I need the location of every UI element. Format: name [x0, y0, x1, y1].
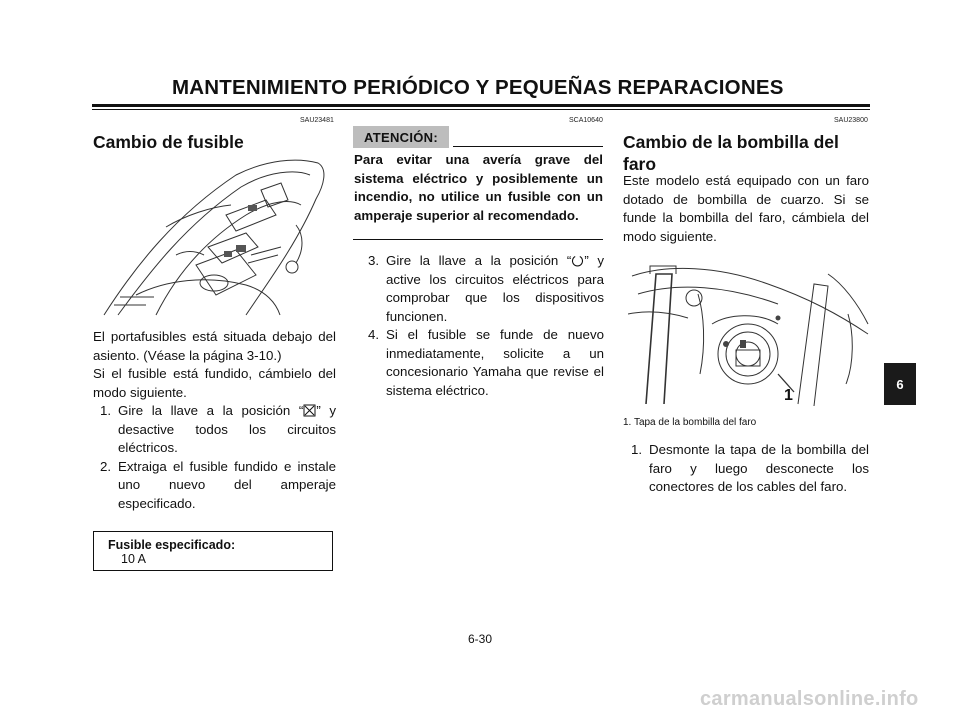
attention-warning-text: Para evitar una avería grave del sistema eléctrico y posiblemente un incendio, no utilice un fusible con un amperaje superior al recomendado.	[354, 152, 603, 223]
spec-value: 10 A	[121, 552, 147, 566]
header-rule-thin	[92, 109, 870, 110]
section-code-left: SAU23481	[300, 117, 334, 124]
paragraph-fuse-intro: Si el fusible está fundido, cámbielo del modo siguiente.	[93, 366, 336, 400]
figure-caption: 1. Tapa de la bombilla del faro	[623, 417, 757, 428]
steps-list-right	[631, 441, 869, 497]
specified-fuse-box	[93, 531, 333, 571]
list-item	[631, 441, 869, 497]
step-number: 4.	[368, 327, 380, 342]
spec-label: Fusible especificado:	[108, 538, 236, 552]
step-text: Extraiga el fusible fundido e instale uno nuevo del amperaje especificado.	[118, 458, 336, 511]
attention-badge: ATENCIÓN:	[353, 126, 449, 148]
step-number: 1.	[100, 403, 112, 418]
step-text: Desmonte la tapa de la bombilla del faro y luego desconecte los conectores de los cables del faro.	[649, 442, 869, 494]
section-code-middle: SCA10640	[569, 117, 603, 124]
key-on-circle-icon	[571, 254, 584, 267]
step-number: 3.	[368, 253, 380, 268]
list-item	[100, 402, 336, 458]
step-number: 1.	[631, 442, 643, 457]
list-item	[368, 252, 604, 326]
figure-headlight-bulb-cover	[628, 254, 872, 412]
step-text	[386, 252, 604, 326]
watermark: carmanualsonline.info	[700, 688, 919, 710]
list-item	[100, 458, 336, 514]
attention-end-rule	[353, 239, 603, 240]
paragraph-fuse-location: El portafusibles está situada debajo del asiento. (Véase la página 3-10.)	[93, 329, 336, 363]
figure-seat-fuse-box	[96, 155, 336, 320]
header-rule-thick	[92, 104, 870, 107]
heading-headlight-bulb: Cambio de la bombilla del faro	[623, 132, 839, 174]
key-off-x-icon	[303, 404, 316, 417]
step-text-before: Gire la llave a la posición “	[118, 403, 304, 418]
step-text-after: ” y desactive todos los circuitos eléctricos.	[118, 403, 336, 455]
step-number: 2.	[100, 458, 112, 474]
step-text-before: Gire la llave a la posición “	[386, 253, 572, 268]
steps-list-left	[100, 402, 336, 513]
list-item	[368, 326, 604, 400]
heading-fuse-replacement: Cambio de fusible	[93, 132, 244, 152]
step-text: Si el fusible se funde de nuevo inmediatamente, solicite a un concesionario Yamaha que revise el sistema eléctrico.	[386, 327, 604, 398]
section-code-right: SAU23800	[834, 117, 868, 124]
chapter-tab: 6	[884, 363, 916, 405]
page-header-title: MANTENIMIENTO PERIÓDICO Y PEQUEÑAS REPARACIONES	[172, 76, 784, 99]
figure-callout-number: 1	[784, 387, 793, 404]
paragraph-headlight-intro: Este modelo está equipado con un faro dotado de bombilla de cuarzo. Si se funde la bombilla del faro, cámbiela del modo siguiente.	[623, 173, 869, 244]
attention-rule	[453, 146, 603, 147]
step-text-after: ” y active los circuitos eléctricos para comprobar que los dispositivos funcionen.	[386, 253, 604, 324]
page-number: 6-30	[467, 632, 493, 646]
step-text	[118, 402, 336, 458]
steps-list-middle	[368, 252, 604, 400]
